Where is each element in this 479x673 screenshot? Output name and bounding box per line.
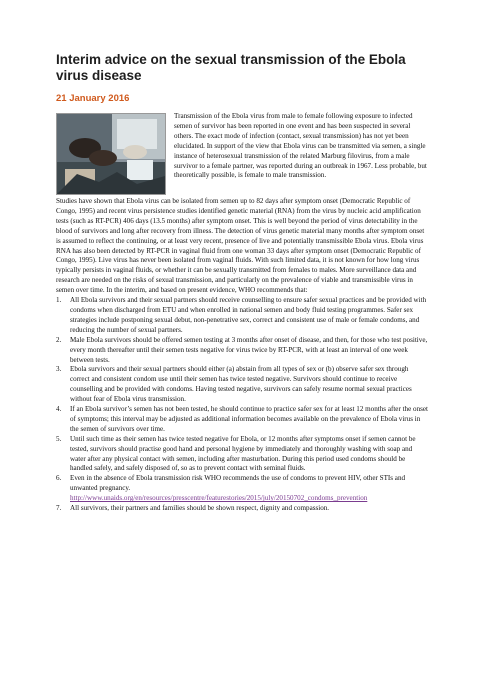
item-number: 6. <box>56 474 62 483</box>
list-item <box>56 296 428 336</box>
item-number: 4. <box>56 405 62 414</box>
list-item <box>56 504 428 514</box>
page-title: Interim advice on the sexual transmission of the Ebola virus disease <box>56 52 406 83</box>
publication-date: 21 January 2016 <box>56 93 130 104</box>
list-item <box>56 335 428 366</box>
item-number: 1. <box>56 296 62 305</box>
intro-section <box>56 112 428 197</box>
recommendations-list <box>56 296 428 514</box>
item-text: All survivors, their partners and families should be shown respect, dignity and compassion. <box>70 504 330 513</box>
item-text: Until such time as their semen has twice tested negative for Ebola, or 12 months after symptoms onset if semen cannot be tested, survivors should practise good hand and personal hygiene by immediately and thoroughly washing with soap and water after any physical contact with semen, including after masturbation. During this period used condoms should be handled safely, and safely disposed of, so as to prevent contact with seminal fluids. <box>70 434 416 473</box>
list-item <box>56 405 428 435</box>
list-item <box>56 365 428 405</box>
document-page <box>56 52 428 514</box>
item-text: Ebola survivors and their sexual partners should either (a) abstain from all types of sex or (b) observe safer sex through correct and consistent condom use until their semen has twice tested negative. Survivors should continue to receive counselling and be provided with condoms. Having tested negative, survivors can safely resume normal sexual practices without fear of Ebola virus transmission. <box>70 365 412 404</box>
intro-paragraph: Transmission of the Ebola virus from male to female following exposure to infected semen of survivor has been reported in one event and has been suspected in several others. The exact mode of infection (contact, sexual transmission) has not yet been elucidated. In support of the view that Ebola virus can be transmitted via semen, a single instance of heterosexual transmission of the related Marburg filovirus, from a male survivor to a female partner, was reported during an outbreak in 1967. Less probable, but theoretically possible, is female to male transmission. <box>174 112 427 180</box>
item-number: 7. <box>56 504 62 513</box>
item-number: 2. <box>56 335 62 344</box>
item-number: 5. <box>56 434 62 443</box>
item-number: 3. <box>56 365 62 374</box>
item-text: All Ebola survivors and their sexual partners should receive counselling to ensure safer sexual practices and be provided with condoms when discharged from ETU and when enrolled in national semen and body fluid testing programmes. Safer sex strategies include postponing sexual debut, non-penetrative sex, correct and consistent use of male or female condoms, and reducing the number of sexual partners. <box>70 296 427 334</box>
unaids-link[interactable]: http://www.unaids.org/en/resources/presscentre/featurestories/2015/july/20150702_condoms_prevention <box>70 494 368 503</box>
list-item <box>56 474 428 504</box>
body-paragraph: Studies have shown that Ebola virus can be isolated from semen up to 82 days after symptom onset (Democratic Republic of Congo, 1995) and recent virus persistence studies identified genetic material (RNA) from the virus by nucleic acid amplification tests (such as RT-PCR) 406 days (13.5 months) after symptom onset. This is well beyond the period of virus detectability in the blood of survivors and long after recovery from illness. The detection of virus genetic material many months after symptom onset is assumed to reflect the continuing, or at least very recent, presence of live and potentially transmissible Ebola virus. Ebola virus RNA has also been detected by RT-PCR in vaginal fluid from one woman 33 days after symptom onset (Democratic Republic of Congo, 1995). Live virus has never been isolated from vaginal fluids. With such limited data, it is not known for how long virus typically persists in vaginal fluids, or whether it can be sexually transmitted from females to males. More surveillance data and research are needed on the risks of sexual transmission, and particularly on the prevalence of viable and transmissible virus in semen over time. In the interim, and based on present evidence, WHO recommends that: <box>56 197 425 295</box>
item-text: If an Ebola survivor’s semen has not been tested, he should continue to practice safer sex for at least 12 months after the onset of symptoms; this interval may be adjusted as additional information becomes available on the prevalence of Ebola virus in the semen of survivors over time. <box>70 405 428 433</box>
hand-washing-photo <box>56 113 166 195</box>
list-item <box>56 434 428 475</box>
item-text: Male Ebola survivors should be offered semen testing at 3 months after onset of disease, and then, for those who test positive, every month thereafter until their semen tests negative for virus twice by RT-PCR, with at least an interval of one week between tests. <box>70 335 428 364</box>
item-text: Even in the absence of Ebola transmission risk WHO recommends the use of condoms to prevent HIV, other STIs and unwanted pregnancy. <box>70 474 406 493</box>
